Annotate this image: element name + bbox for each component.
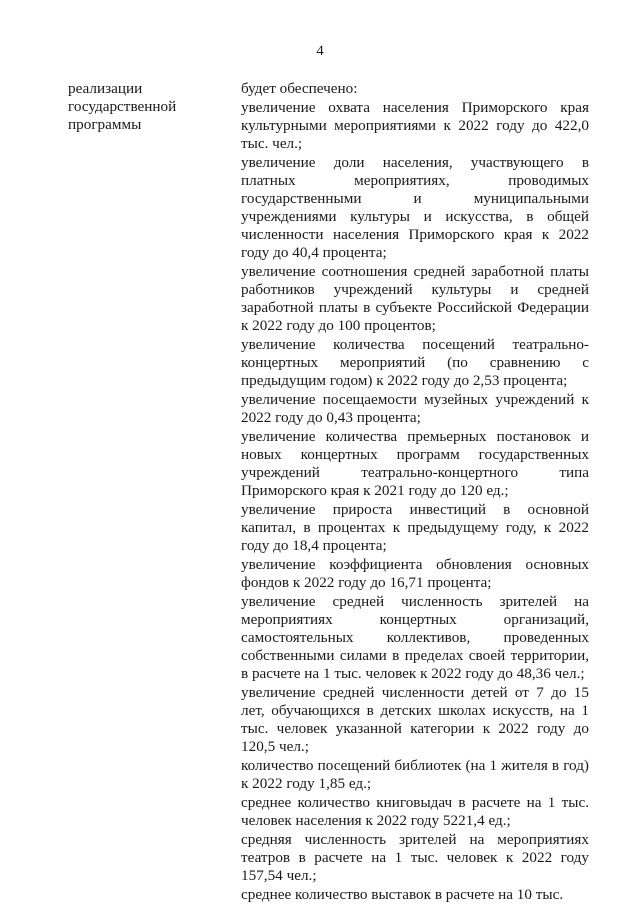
result-item: увеличение посещаемости музейных учреждений к 2022 году до 0,43 процента; (241, 391, 589, 426)
results-intro: будет обеспечено: (241, 80, 358, 97)
result-item: увеличение средней численность зрителей на мероприятиях концертных организаций, самостоятельных коллективов, проведенных собственными силами в пределах своей территории, в расчете на 1 тыс. человек к 2022 году до 48,36 чел.; (241, 593, 589, 682)
section-label (68, 80, 218, 134)
result-item: среднее количество выставок в расчете на 10 тыс. (241, 886, 564, 903)
result-item: увеличение прироста инвестиций в основной капитал, в процентах к предыдущему году, к 2022 году до 18,4 процента; (241, 501, 589, 554)
expected-results-list (241, 80, 589, 905)
result-item: средняя численность зрителей на мероприятиях театров в расчете на 1 тыс. человек к 2022 году 157,54 чел.; (241, 831, 589, 884)
result-item: увеличение количества премьерных постановок и новых концертных программ государственных учреждений театрально-концертного типа Приморского края к 2021 году до 120 ед.; (241, 428, 589, 499)
section-label-line: программы (68, 116, 142, 133)
result-item: увеличение средней численности детей от 7 до 15 лет, обучающихся в детских школах искусств, на 1 тыс. человек указанной категории к 2022 году до 120,5 чел.; (241, 684, 589, 755)
result-item: увеличение соотношения средней заработной платы работников учреждений культуры и средней заработной платы в субъекте Российской Федерации к 2022 году до 100 процентов; (241, 263, 589, 334)
result-item: увеличение количества посещений театрально-концертных мероприятий (по сравнению с предыдущим годом) к 2022 году до 2,53 процента; (241, 336, 589, 389)
page-number: 4 (316, 43, 324, 59)
result-item: количество посещений библиотек (на 1 жителя в год) к 2022 году 1,85 ед.; (241, 757, 589, 792)
section-label-line: государственной (68, 98, 177, 115)
section-label-line: реализации (68, 80, 143, 97)
result-item: увеличение доли населения, участвующего в платных мероприятиях, проводимых государственными и муниципальными учреждениями культуры и искусства, в общей численности населения Приморского края к 2022 году до 40,4 процента; (241, 154, 589, 261)
result-item: увеличение коэффициента обновления основных фондов к 2022 году до 16,71 процента; (241, 556, 589, 591)
result-item: увеличение охвата населения Приморского края культурными мероприятиями к 2022 году до 422,0 тыс. чел.; (241, 99, 589, 152)
result-item: среднее количество книговыдач в расчете на 1 тыс. человек населения к 2022 году 5221,4 ед.; (241, 794, 589, 829)
